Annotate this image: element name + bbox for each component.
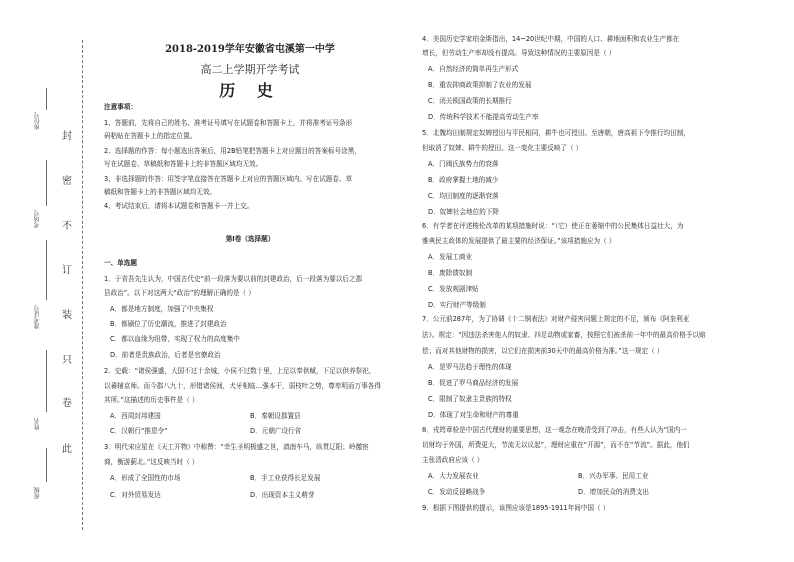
answer-option[interactable]: B．都刷位了历史潮流，推进了封建政治 [110,320,227,328]
question-line: 但取消了奴婢、耕牛的授田。这一变化主要反映了（ ） [422,144,583,152]
answer-option[interactable]: B．秦朝设郡置县 [250,412,301,420]
answer-option[interactable]: A．西周封邦建国 [110,412,161,420]
answer-option[interactable]: C．都以血缘为纽带，实现了权力的高度集中 [110,335,240,343]
binding-char: 订 [62,265,72,276]
answer-option[interactable]: A．形成了全国性的市场 [110,474,181,482]
binding-margin [0,0,95,562]
answer-option[interactable]: A．自然经济的简单再生产形式 [428,65,519,73]
ticket-number-line[interactable] [46,240,47,300]
question-line: 4．美国历史学家珀金斯指出，14~20世纪中期，中国的人口、耕地面积和农业生产都在 [422,35,680,43]
notice-title: 注意事项： [104,103,137,111]
answer-option[interactable]: C．均田制度的逐渐衰落 [428,192,499,200]
section-subtitle: 一、单选题 [104,259,137,267]
answer-option[interactable]: D．实行财产等级制 [428,301,486,309]
answer-option[interactable]: C．发放观剧津贴 [428,285,479,293]
section-title: 第Ⅰ卷（选择题） [225,235,275,243]
answer-option[interactable]: D．前者是贵族政治，后者是官僚政治 [110,351,221,359]
subject-title: 历 史 [219,81,281,100]
answer-option[interactable]: D．传统科学技术不能提高劳动生产率 [428,113,539,121]
binding-char: 卷 [62,398,72,409]
notice-line: 3、非选择题的作答：用签字笔直接答在答题卡上对应的答题区域内。写在试题卷、草 [104,175,353,183]
answer-option[interactable]: C．汉朝行“推恩令” [110,427,168,435]
answer-option[interactable]: B．手工业获得长足发展 [250,474,321,482]
name-line[interactable] [46,350,47,412]
answer-option[interactable]: D．出现资本主义萌芽 [250,491,315,499]
answer-option[interactable]: A．都是地方制度，加强了中央集权 [110,305,214,313]
ticket-number-label: 准考证号 [34,305,41,329]
answer-option[interactable]: D．体现了对生命和财产的尊重 [428,411,519,419]
exam-room-line[interactable] [46,160,47,206]
question-line: 5．北魏均田制规定奴婢授田与平民相同，耕牛也可授田。至唐朝，唐高祖下令推行均田制， [422,129,690,137]
answer-option[interactable]: B．重农抑商政策抑制了农业的发展 [428,81,532,89]
class-label: 班级 [34,487,41,499]
binding-char: 只 [62,355,72,366]
answer-option[interactable]: C．闭关锁国政策的长期推行 [428,97,512,105]
binding-char: 封 [62,131,72,142]
binding-char: 密 [62,176,72,187]
binding-dashed-line [82,40,83,530]
answer-option[interactable]: A．门阀氏族势力的衰落 [428,160,499,168]
answer-option[interactable]: C．发动反侵略战争 [428,488,486,496]
question-line: 法》。规定：“因违法杀害他人的奴隶、四足动物或家畜，按照它们被杀前一年中的最高价格予以赔 [422,331,706,339]
answer-option[interactable]: D．元朝广设行省 [250,427,302,435]
question-line: 6．有学者在评述梭伦改革的某项措施时说：“（它）使正在萎缩中的公民集体日益壮大，为 [422,222,684,230]
notice-line: 稿纸和答题卡上的非答题区域均无效。 [104,188,217,196]
answer-option[interactable]: B．政府掌握土地的减少 [428,176,499,184]
answer-option[interactable]: B．废除债奴制 [428,269,473,277]
question-line: 9．根据下图提供的提示，该图应该是1895-1911年间中国（ ） [422,504,610,512]
exam-room-label: 考场号 [34,210,41,228]
question-line: 商，衡游蓟北。”这反映当时（ ） [104,458,199,466]
answer-option[interactable]: D．增加民众的消费支出 [578,488,650,496]
question-line: 主张清政府应该（ ） [422,456,484,464]
answer-option[interactable]: C．对外贸易发达 [110,491,161,499]
question-line: 增长，但劳动生产率却没有提高。导致这种情况的主要原因是（ ） [422,49,616,57]
name-label: 姓名 [34,418,41,430]
binding-char: 此 [62,444,72,455]
question-line: 雅典民主政体的发展提供了最主要的经济保证。”该项措施应为（ ） [422,237,616,245]
question-line: 以蕃辅京师。而今郡八九十，形错诸侯间，犬牙相临…强本干，弱枝叶之势，尊卑明而万事各得 [104,382,381,390]
answer-option[interactable]: D．奴婢社会地位的下降 [428,208,500,216]
notice-line: 写在试题卷、草稿纸和答题卡上的非答题区域均无效。 [104,160,263,168]
binding-char: 装 [62,310,72,321]
seat-number-label: 座位号 [34,112,41,130]
answer-option[interactable]: B．促进了罗马商品经济的发展 [428,379,519,387]
answer-option[interactable]: A．大力发展农业 [428,472,479,480]
question-line: 3．明代宋应星在《天工开物》中称赞：“幸生圣明极盛之世，滇南车马，纵贯辽阳；岭徼宦 [104,443,369,451]
question-line: 偿；而对其他财物的损害，以它们在损害前30天中的最高价格为准。”这一规定（ ） [422,347,664,355]
answer-option[interactable]: B．兴办军事、民用工业 [578,472,649,480]
question-line: 县政治”。以下对这两大“政治”的理解正确的是（ ） [104,289,255,297]
question-line: 其所。”这描述的历史事件是（ ） [104,396,199,404]
notice-line: 1、答题前，先将自己的姓名、准考证号填写在试题卷和答题卡上，并将准考证号条形 [104,119,353,127]
answer-option[interactable]: A．发展工商业 [428,253,473,261]
class-line[interactable] [46,448,47,482]
notice-line: 2、选择题的作答：每小题选出答案后，用2B铅笔把答题卡上对应题目的答案标号涂黑， [104,147,361,155]
answer-option[interactable]: A．是罗马法趋于理性的体现 [428,363,512,371]
question-line: 2．史载：“诸侯强盛，大国不过十余城，小侯不过数十里，上足以奉供赋，下足以供养祭祀， [104,367,376,375]
binding-char: 不 [62,221,72,232]
notice-line: 4、考试结束后，请将本试题卷和答题卡一并上交。 [104,202,254,210]
seat-number-line[interactable] [46,88,47,110]
question-line: 7．公元前287年，为了协调《十二铜表法》对财产侵害问题上规定的不足，颁布《阿奎利亚 [422,315,690,323]
exam-title: 高二上学期开学考试 [200,63,300,76]
school-title: 2018-2019学年安徽省屯溪第一中学 [165,44,335,55]
answer-option[interactable]: C．限制了奴隶主贵族的特权 [428,395,512,403]
question-line: 8．戎筠章检是中国古代理财的重要思想，这一观念在晚清受到了冲击，有些人认为“国内一 [422,426,687,434]
question-line: 切财均于外国，所费更大，节流无以议起”，理财应重在“开源”，而不在“节流”。据此，他们 [422,441,690,449]
notice-line: 码粘贴在答题卡上的指定位置。 [104,132,197,140]
question-line: 1．于省吾先生认为，中国古代史“前一段落为要以前的封建政治，后一段落为要以后之郡 [104,275,363,283]
